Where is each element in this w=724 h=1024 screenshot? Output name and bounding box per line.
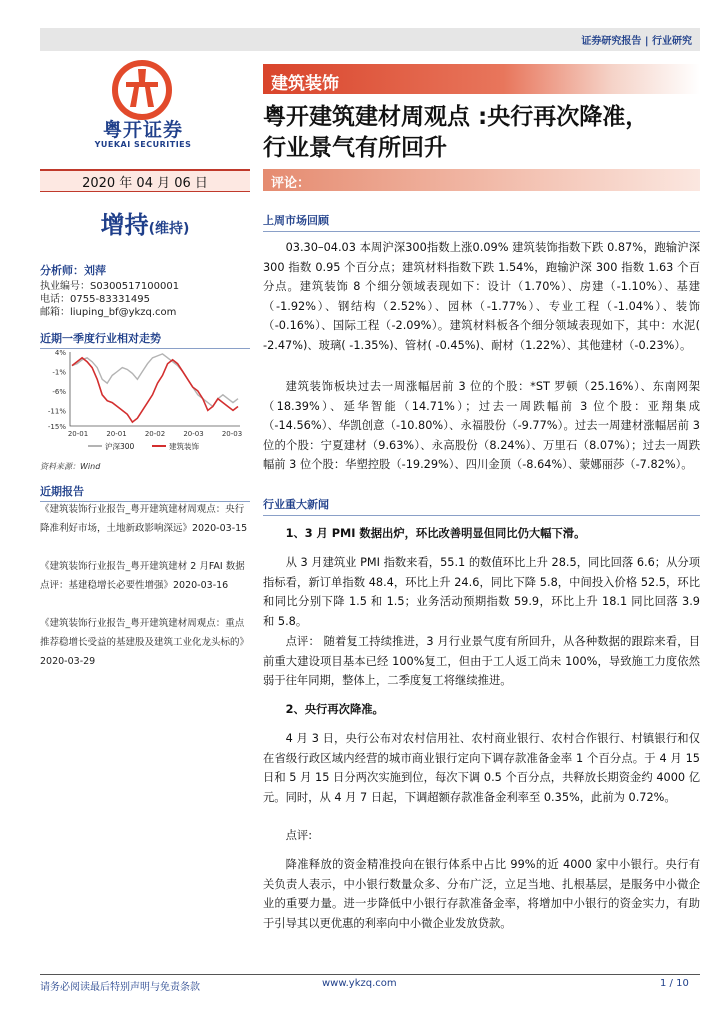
chart-section-heading: 近期一季度行业相对走势 bbox=[40, 330, 250, 349]
x-tick-label: 20-03 bbox=[221, 430, 243, 438]
report-link-3[interactable]: 《建筑装饰行业报告_粤开建筑建材周观点：重点推荐稳增长受益的基建股及建筑工业化龙头标的》2020-03-29 bbox=[40, 618, 250, 667]
chart-source: 资料来源：Wind bbox=[40, 462, 101, 471]
footer-url[interactable]: www.ykzq.com bbox=[322, 978, 397, 989]
market-paragraph-1: 03.30–04.03 本周沪深300指数上涨0.09% 建筑装饰指数下跌 0.87%，跑输沪深 300 指数 0.95 个百分点；建筑材料指数下跌 1.54%，跑输沪深 300 指数 1.63 个百分点。建筑装饰 8 个细分领域表现如下：设计（1.70%）、房建（-1.10%）、基建（-1.92%）、钢结构（2.52%）、园林（-1.77%）、专业工程（-1.04%）、装饰（-0.16%）、国际工程（-2.09%）。建筑材料板各个细分领域表现如下，其中：水泥( -2.47%)、玻璃( -1.35%)、管材( -0.45%)、耐材（1.22%）、其他建材（-0.23%）。 bbox=[263, 241, 700, 352]
header-bar bbox=[40, 28, 700, 51]
rating-main: 增持 bbox=[100, 211, 149, 239]
report-link-1[interactable]: 《建筑装饰行业报告_粤开建筑建材周观点：央行降准利好市场，土地新政影响深远》2020-03-15 bbox=[40, 504, 248, 534]
news-item-2-comment-label bbox=[263, 826, 700, 846]
y-tick-label: -6% bbox=[52, 387, 66, 396]
rating-sub: (维持) bbox=[148, 221, 190, 237]
logo-icon bbox=[112, 60, 172, 122]
market-paragraph-2: 建筑装饰板块过去一周涨幅居前 3 位的个股：*ST 罗顿（25.16%）、东南网架（18.39%）、延华智能（14.71%）；过去一周跌幅前 3 位个股：亚翔集成（-14.56%）、华凯创意（-10.80%）、永福股份（-9.77%）。过去一周建材涨幅居前 3 位的个股：宁夏建材（9.63%）、永高股份（8.24%）、万里石（8.07%）；过去一周跌幅前 3 位个股：华塑控股（-19.29%）、四川金顶（-8.64%）、蒙娜丽莎（-7.82%）。 bbox=[263, 380, 700, 471]
market-review-body bbox=[263, 238, 700, 355]
news-item-1-body bbox=[263, 553, 700, 631]
news-item-1-text: 从 3 月建筑业 PMI 指数来看，55.1 的数值环比上升 28.5，同比回落 6.6；从分项指标看，新订单指数 48.4，环比上升 24.6，同比下降 5.8，中间投入价格 52.5，环比和同比分别下降 1.5 和 1.5；业务活动预期指数 59.9，环比上升 18.1 同比回落 3.9 和 5.8。 bbox=[263, 556, 700, 628]
market-review-heading: 上周市场回顾 bbox=[263, 212, 700, 232]
rating bbox=[40, 205, 250, 240]
report-title-line1: 粤开建筑建材周观点 :央行再次降准， bbox=[263, 104, 649, 130]
relative-trend-chart bbox=[40, 346, 250, 462]
report-title-line2: 行业景气有所回升 bbox=[263, 135, 447, 161]
news-item-1-comment-text: 点评： 随着复工持续推进，3 月行业景气度有所回升，从各种数据的跟踪来看，目前重大建设项目基本已经 100%复工，但由于工人返工尚未 100%，导致施工力度依然弱于往年同期，整体上，二季度复工将继续推进。 bbox=[263, 635, 700, 687]
x-tick-label: 20-02 bbox=[144, 430, 166, 438]
legend-label: 建筑装饰 bbox=[169, 442, 199, 451]
analyst-tel: 电话：0755-83331495 bbox=[40, 294, 150, 305]
company-logo bbox=[112, 60, 172, 122]
news-item-2-title-text: 2、央行再次降准。 bbox=[285, 703, 384, 716]
footer-divider bbox=[40, 974, 700, 975]
analyst-name: 分析师：刘萍 bbox=[40, 264, 106, 277]
legend-label: 沪深300 bbox=[105, 442, 135, 451]
comment-bar bbox=[263, 169, 700, 191]
news-item-2-title bbox=[263, 700, 700, 720]
analyst-reg: 执业编号：S0300517100001 bbox=[40, 281, 180, 292]
comment-label: 评论： bbox=[271, 176, 311, 191]
report-type-label: 证券研究报告 | 行业研究 bbox=[581, 36, 692, 47]
sector-banner bbox=[263, 64, 700, 94]
x-tick-label: 20-01 bbox=[67, 430, 89, 438]
logo-text-cn: 粤开证券 bbox=[102, 119, 183, 141]
news-item-2-body bbox=[263, 729, 700, 807]
market-stock-body bbox=[263, 377, 700, 475]
sector-label: 建筑装饰 bbox=[271, 74, 339, 94]
news-item-2-comment-text: 降准释放的资金精准投向在银行体系中占比 99%的近 4000 家中小银行。央行有关负责人表示，中小银行数量众多、分布广泛，立足当地、扎根基层，是服务中小微企业的重要力量。进一步降低中小银行存款准备金率，将增加中小银行的资金实力，有助于引导其以更优惠的利率向中小微企业发放贷款。 bbox=[263, 858, 700, 930]
report-date: 2020 年 04 月 06 日 bbox=[82, 176, 208, 191]
y-tick-label: 4% bbox=[54, 349, 66, 357]
date-box bbox=[40, 169, 250, 192]
news-item-2-comment bbox=[263, 855, 700, 933]
news-item-2-text: 4 月 3 日，央行公布对农村信用社、农村商业银行、农村合作银行、村镇银行和仅在省级行政区域内经营的城市商业银行定向下调存款准备金率 1 个百分点。于 4 月 15 日和 5 月 15 日分两次实施到位，每次下调 0.5 个百分点，共释放长期资金约 4000 亿元。同时，从 4 月 7 日起，下调超额存款准备金利率至 0.35%，此前为 0.72%。 bbox=[263, 732, 700, 804]
page-number: 1 / 10 bbox=[660, 978, 689, 989]
chart-svg bbox=[40, 346, 250, 458]
news-heading: 行业重大新闻 bbox=[263, 496, 700, 516]
y-tick-label: -1% bbox=[52, 368, 66, 377]
recent-reports-heading: 近期报告 bbox=[40, 483, 250, 502]
report-link-2[interactable]: 《建筑装饰行业报告_粤开建筑建材 2 月FAI 数据点评：基建稳增长必要性增强》2020-03-16 bbox=[40, 561, 245, 591]
y-tick-label: -15% bbox=[47, 423, 66, 431]
news-item-1-comment bbox=[263, 632, 700, 691]
x-tick-label: 20-03 bbox=[183, 430, 204, 438]
news-item-1-title-text: 1、3 月 PMI 数据出炉，环比改善明显但同比仍大幅下滑。 bbox=[285, 527, 586, 540]
logo-text-en: YUEKAI SECURITIES bbox=[94, 140, 192, 149]
x-tick-label: 20-01 bbox=[106, 430, 127, 438]
news-item-2-comment-label-text: 点评: bbox=[285, 829, 312, 842]
y-tick-label: -11% bbox=[47, 407, 66, 416]
news-item-1-title bbox=[263, 524, 700, 544]
footer-disclaimer[interactable]: 请务必阅读最后特别声明与免责条款 bbox=[40, 982, 200, 993]
analyst-email[interactable]: 邮箱：liuping_bf@ykzq.com bbox=[40, 307, 177, 318]
